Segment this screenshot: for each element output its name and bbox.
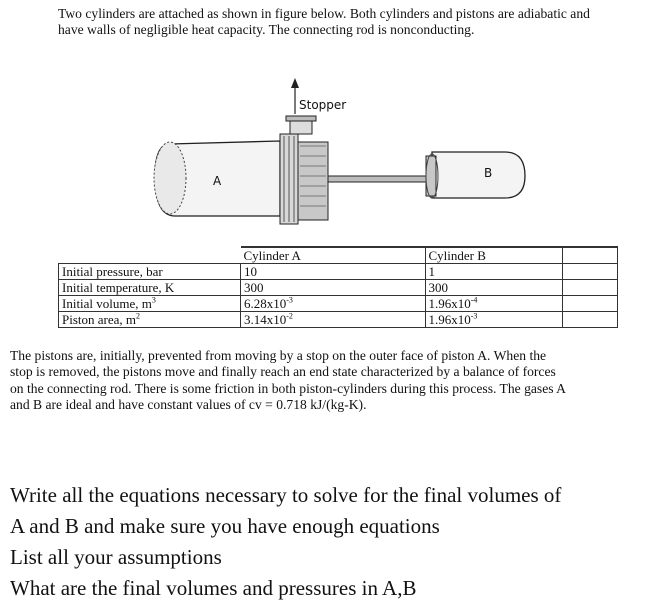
value-mantissa: 1.96x10	[428, 312, 471, 327]
cylinder-a-value: 10	[241, 264, 426, 280]
cylinder-b-value: 1	[425, 264, 562, 280]
question-line: What are the final volumes and pressures in A,B	[10, 576, 417, 600]
row-label-text: Initial volume, m	[62, 296, 152, 311]
table-header-cell	[59, 247, 241, 264]
table-row	[59, 312, 618, 328]
table-header-row	[59, 247, 618, 264]
row-label	[59, 312, 241, 328]
value-exponent: -3	[470, 311, 478, 321]
empty-cell	[562, 264, 617, 280]
cylinder-b-value	[425, 296, 562, 312]
value-exponent: -3	[286, 295, 293, 305]
row-label: Initial temperature, K	[59, 280, 241, 296]
stopper-label: Stopper	[299, 98, 347, 112]
cylinder-b-label: B	[484, 166, 493, 180]
value-mantissa: 1.96x10	[428, 296, 471, 311]
empty-cell	[562, 280, 617, 296]
unit-exponent: 3	[151, 295, 156, 305]
table-row	[59, 280, 618, 296]
cylinder-b-value	[425, 312, 562, 328]
cylinder-a-label: A	[213, 174, 222, 188]
table-row	[59, 296, 618, 312]
cylinder-a-value: 300	[241, 280, 426, 296]
intro-text: Two cylinders are attached as shown in figure below. Both cylinders and pistons are adiabatic and have walls of negligible heat capacity. The connecting rod is nonconducting.	[58, 6, 590, 37]
table-header-cell	[562, 247, 617, 264]
value-mantissa: 3.14x10	[244, 312, 287, 327]
row-label: Initial pressure, bar	[59, 264, 241, 280]
cylinder-b-value: 300	[425, 280, 562, 296]
table-row	[59, 264, 618, 280]
cylinder-figure	[150, 76, 530, 226]
value-exponent: -2	[286, 311, 293, 321]
row-label-text: Piston area, m	[62, 312, 137, 327]
value-mantissa: 6.28x10	[244, 296, 287, 311]
cylinder-a-value	[241, 296, 426, 312]
initial-conditions-table	[58, 246, 618, 328]
question-line: List all your assumptions	[10, 545, 222, 569]
empty-cell	[562, 296, 617, 312]
question-list	[10, 480, 660, 604]
problem-paragraph: The pistons are, initially, prevented from moving by a stop on the outer face of piston A. When the stop is removed, the pistons move and finally reach an end state characterized by a balance of forces on the connecting rod. There is some friction in both piston-cylinders during this process. The gases A and B are ideal and have constant values of cv = 0.718 kJ/(kg-K).	[10, 348, 566, 412]
question-line: A and B and make sure you have enough equations	[10, 514, 440, 538]
table-header-cell: Cylinder B	[425, 247, 562, 264]
table-header-cell: Cylinder A	[241, 247, 426, 264]
row-label	[59, 296, 241, 312]
unit-exponent: 2	[136, 311, 141, 321]
cylinder-a-value	[241, 312, 426, 328]
empty-cell	[562, 312, 617, 328]
value-exponent: -4	[470, 295, 478, 305]
question-line: Write all the equations necessary to solve for the final volumes of	[10, 483, 562, 507]
